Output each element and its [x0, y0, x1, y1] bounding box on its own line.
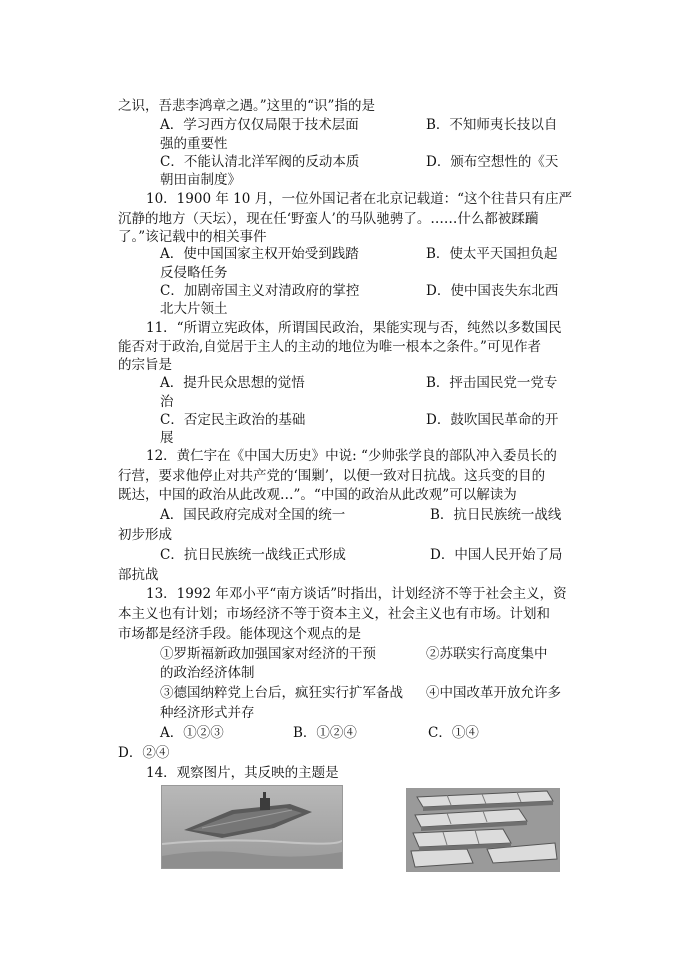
q13-option-d: D．②④: [118, 745, 170, 761]
q9-option-c: C．不能认清北洋军阀的反动本质: [160, 154, 360, 170]
q11-stem-3: 的宗旨是: [118, 357, 172, 373]
q9-option-d-cont: 朝田亩制度》: [160, 172, 241, 188]
q10-option-c: C．加剧帝国主义对清政府的掌控: [160, 283, 360, 299]
q9-option-d: D．颁布空想性的《天: [426, 154, 559, 170]
q11-stem-2: 能否对于政治,自觉居于主人的主动的地位为唯一根本之条件。”可见作者: [118, 339, 541, 355]
q10-option-b-cont: 反侵略任务: [160, 265, 228, 281]
q12-option-b: B．抗日民族统一战线: [430, 507, 562, 523]
q11-option-b: B．抨击国民党一党专: [426, 375, 558, 391]
q11-stem-1: 11．“所谓立宪政体，所谓国民政治，果能实现与否，纯然以多数国民: [146, 320, 562, 336]
q9-option-a: A．学习西方仅仅局限于技术层面: [160, 117, 359, 133]
containers-image: [407, 789, 559, 871]
q11-option-c: C．否定民主政治的基础: [160, 412, 306, 428]
q13-option-a: A．①②③: [160, 725, 224, 741]
q12-option-a: A．国民政府完成对全国的统一: [160, 507, 346, 523]
q12-stem-2: 行营，要求他停止对共产党的‘围剿’，以便一致对日抗战。这兵变的目的: [118, 468, 546, 484]
q9-option-a-cont: 强的重要性: [160, 136, 228, 152]
q12-option-d-cont: 部抗战: [118, 567, 159, 583]
q12-option-b-cont: 初步形成: [118, 527, 172, 543]
q12-stem-1: 12．黄仁宇在《中国大历史》中说: “少帅张学良的部队冲入委员长的: [146, 448, 557, 464]
q13-item-4: ④中国改革开放允许多: [426, 685, 561, 701]
q13-stem-1: 13．1992 年邓小平“南方谈话”时指出，计划经济不等于社会主义，资: [146, 586, 567, 602]
q10-option-a: A．使中国国家主权开始受到践踏: [160, 246, 359, 262]
q10-stem-3: 了。”该记载中的相关事件: [118, 229, 267, 245]
q13-stem-2: 本主义也有计划；市场经济不等于资本主义，社会主义也有市场。计划和: [118, 606, 550, 622]
q13-option-b: B．①②④: [293, 725, 357, 741]
containers-photo: [406, 788, 560, 872]
q10-option-d: D．使中国丧失东北西: [426, 283, 559, 299]
q11-option-d: D．鼓吹国民革命的开: [426, 412, 559, 428]
q12-option-d: D．中国人民开始了局: [430, 547, 563, 563]
q9-stem-tail: 之识，吾悲李鸿章之遇。”这里的“识”指的是: [118, 98, 375, 114]
q12-option-c: C．抗日民族统一战线正式形成: [160, 547, 346, 563]
q13-item-1: ①罗斯福新政加强国家对经济的干预: [160, 646, 376, 662]
q14-stem: 14．观察图片，其反映的主题是: [146, 765, 339, 781]
q13-stem-3: 市场都是经济手段。能体现这个观点的是: [118, 626, 361, 642]
q12-stem-3: 既达，中国的政治从此改观…”。“中国的政治从此改观”可以解读为: [118, 487, 517, 503]
q11-option-d-cont: 展: [160, 430, 174, 446]
q13-item-2-cont: 的政治经济体制: [160, 665, 255, 681]
q13-option-c: C．①④: [428, 725, 479, 741]
q11-option-b-cont: 治: [160, 394, 174, 410]
q13-item-2: ②苏联实行高度集中: [426, 646, 548, 662]
q10-option-b: B．使太平天国担负起: [426, 246, 558, 262]
q9-option-b: B．不知师夷长技以自: [426, 117, 558, 133]
q13-item-3: ③德国纳粹党上台后，疯狂实行扩军备战: [160, 685, 403, 701]
q10-option-d-cont: 北大片领土: [160, 301, 228, 317]
q13-item-4-cont: 种经济形式并存: [160, 705, 255, 721]
aircraft-carrier-photo: [161, 785, 343, 869]
q10-stem-2: 沉静的地方（天坛），现在任‘野蛮人’的马队驰骋了。……什么都被蹂躏: [118, 211, 539, 227]
q11-option-a: A．提升民众思想的觉悟: [160, 375, 305, 391]
aircraft-carrier-image: [162, 786, 342, 868]
q10-stem-1: 10．1900 年 10 月，一位外国记者在北京记载道：“这个往昔只有庄严: [146, 191, 572, 207]
